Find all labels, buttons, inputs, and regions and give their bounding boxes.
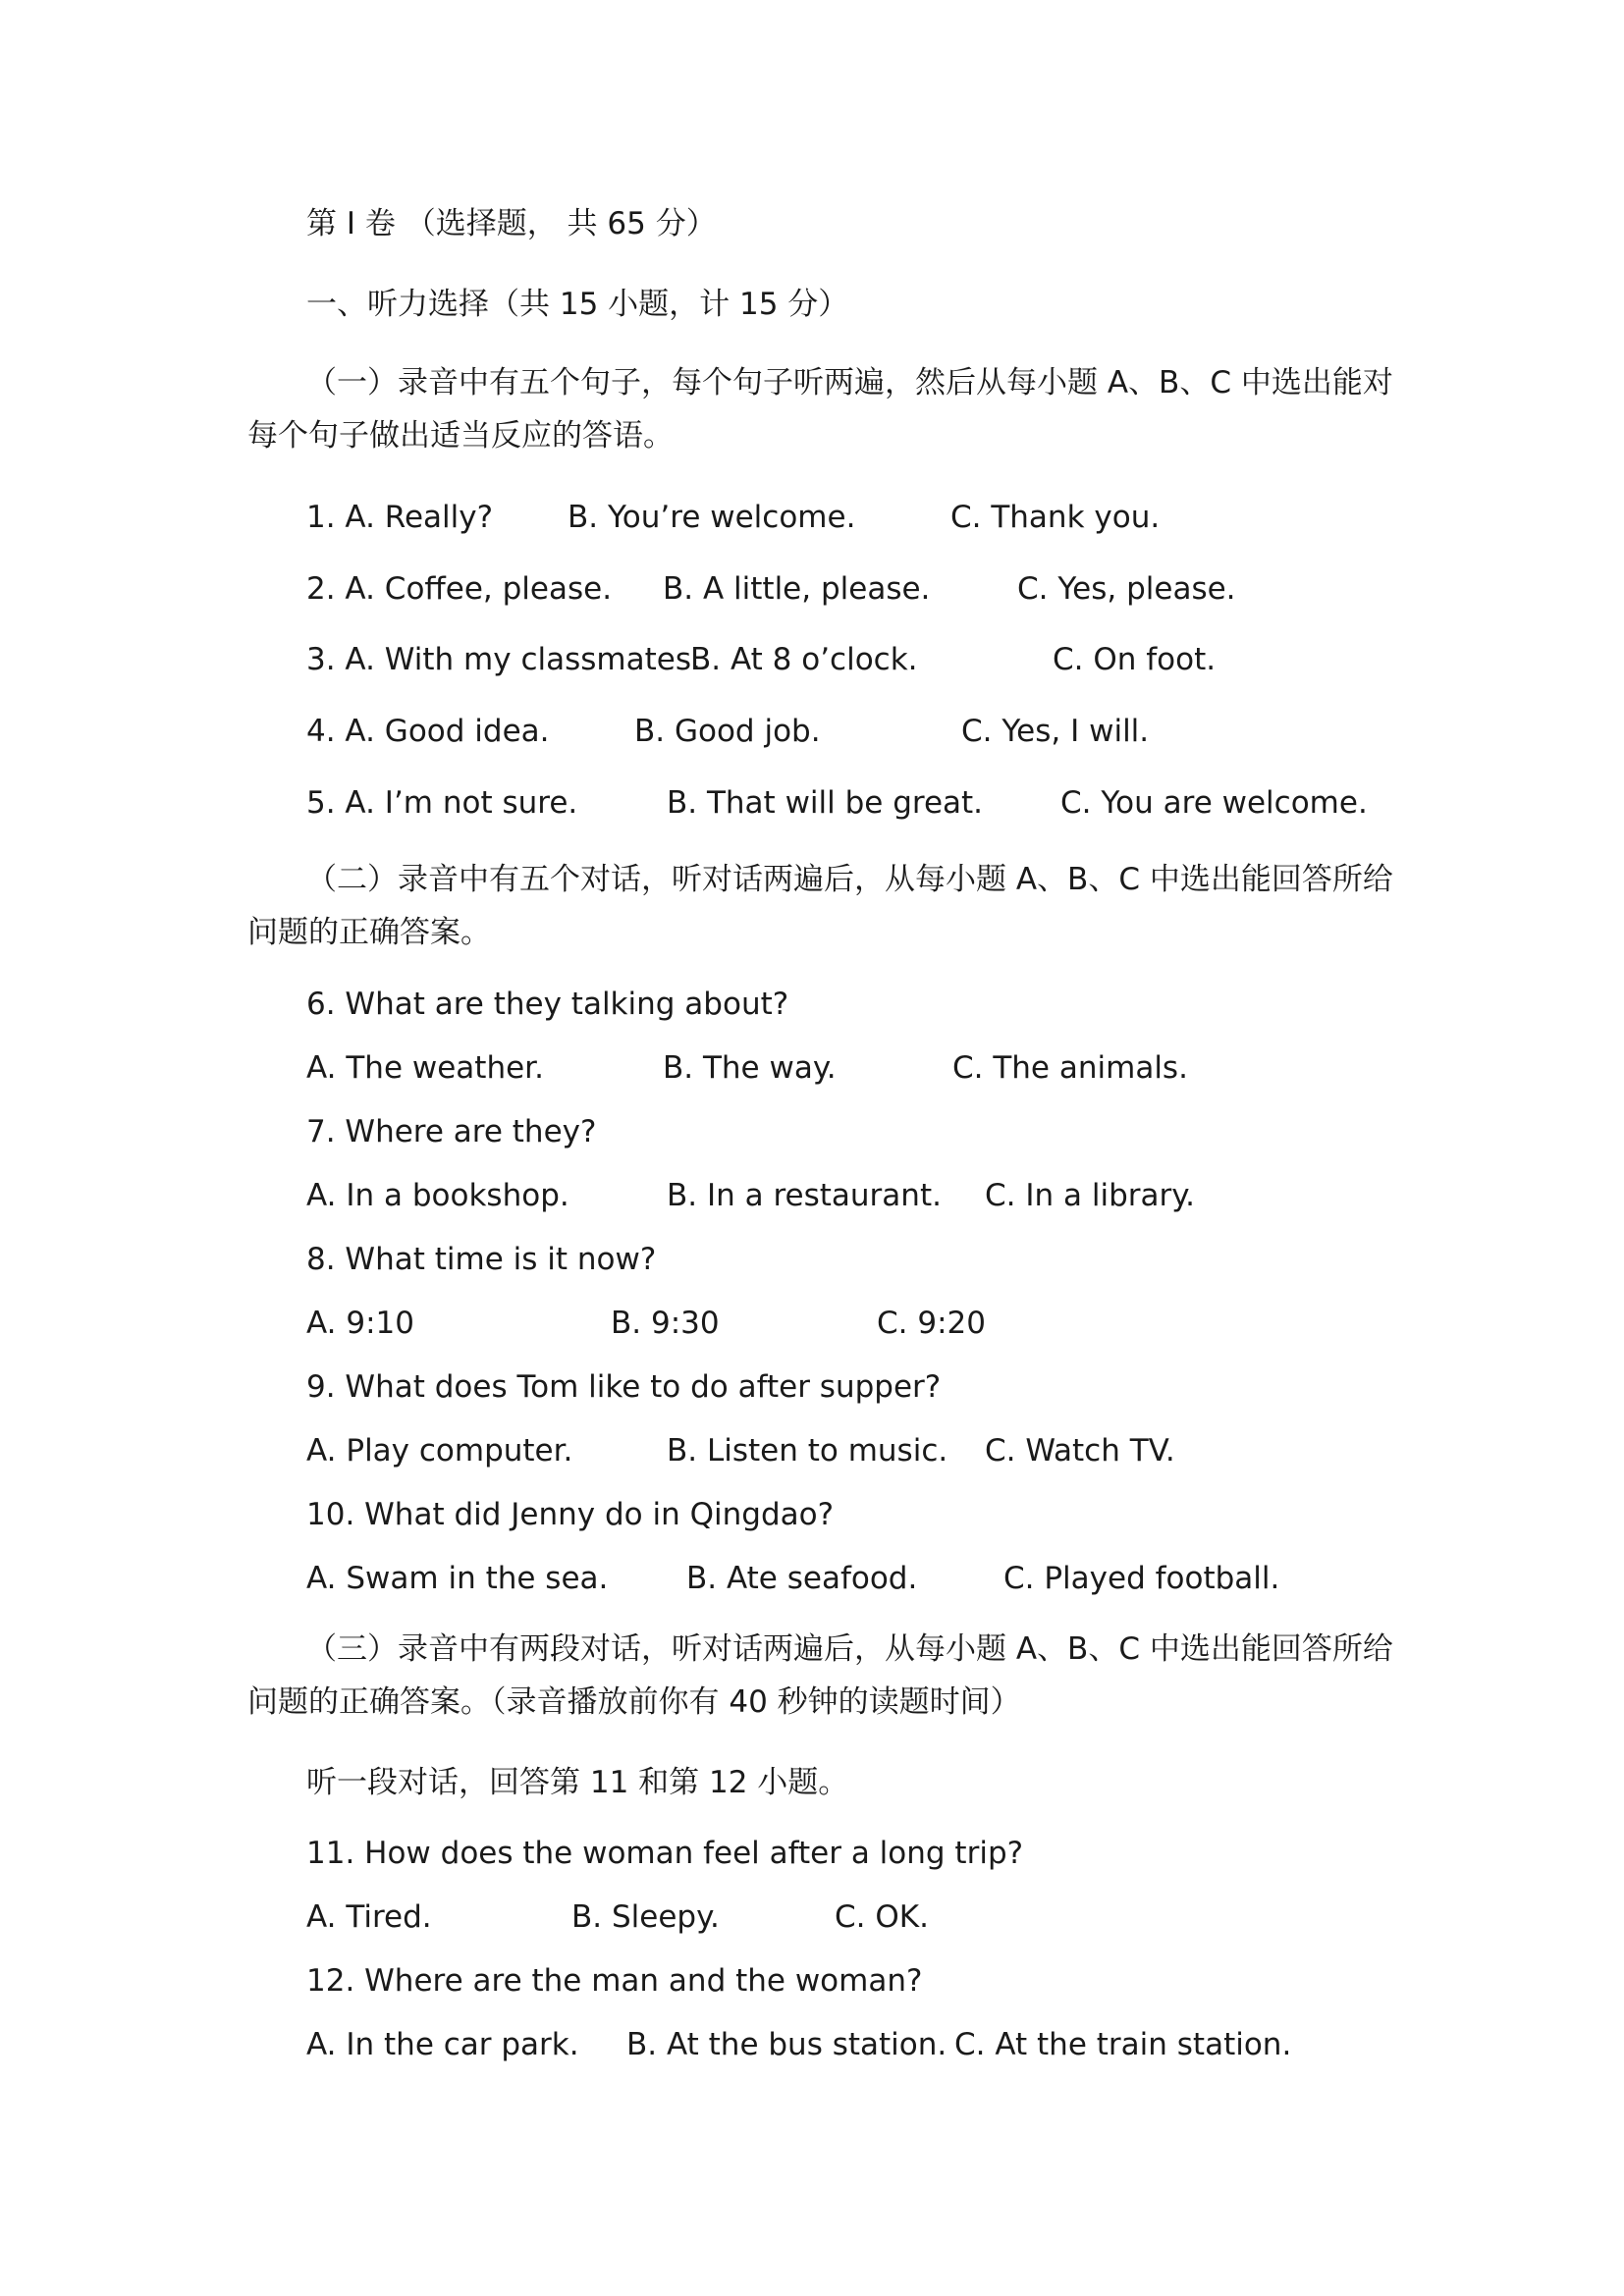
question-1-option-b: B. You’re welcome.: [568, 500, 856, 535]
question-9-option-c: C. Watch TV.: [985, 1433, 1175, 1468]
part-one-instruction-line2: 每个句子做出适当反应的答语。: [247, 418, 674, 454]
question-4-option-c: C. Yes, I will.: [961, 714, 1150, 749]
question-6-stem: 6. What are they talking about?: [306, 987, 789, 1022]
question-4-option-b: B. Good job.: [634, 714, 821, 749]
question-12-option-c: C. At the train station.: [954, 2027, 1292, 2062]
question-10-option-a: A. Swam in the sea.: [306, 1561, 609, 1596]
part-three-instruction-line2: 问题的正确答案。（录音播放前你有 40 秒钟的读题时间）: [247, 1684, 1021, 1720]
question-9-option-b: B. Listen to music.: [667, 1433, 948, 1468]
question-7-option-c: C. In a library.: [985, 1178, 1196, 1213]
question-5-option-c: C. You are welcome.: [1060, 785, 1368, 821]
question-4-option-a: 4. A. Good idea.: [306, 714, 550, 749]
question-10-stem: 10. What did Jenny do in Qingdao?: [306, 1497, 835, 1532]
question-8-option-c: C. 9:20: [877, 1306, 986, 1341]
question-6-option-c: C. The animals.: [952, 1050, 1188, 1086]
section-one-heading: 一、听力选择（共 15 小题，计 15 分）: [306, 287, 849, 322]
question-11-option-b: B. Sleepy.: [571, 1899, 720, 1935]
question-11-option-a: A. Tired.: [306, 1899, 432, 1935]
question-8-option-b: B. 9:30: [611, 1306, 720, 1341]
question-12-option-a: A. In the car park.: [306, 2027, 579, 2062]
question-7-option-a: A. In a bookshop.: [306, 1178, 569, 1213]
question-5-option-b: B. That will be great.: [667, 785, 984, 821]
question-11-option-c: C. OK.: [835, 1899, 929, 1935]
paper-title: 第 I 卷 （选择题， 共 65 分）: [306, 206, 717, 241]
question-3-option-b: B. At 8 o’clock.: [690, 642, 918, 677]
question-8-option-a: A. 9:10: [306, 1306, 414, 1341]
question-3-option-c: C. On foot.: [1053, 642, 1217, 677]
question-2-option-a: 2. A. Coffee, please.: [306, 571, 613, 607]
question-7-stem: 7. Where are they?: [306, 1114, 597, 1149]
question-1-option-a: 1. A. Really?: [306, 500, 494, 535]
part-three-instruction-line1: （三）录音中有两段对话，听对话两遍后，从每小题 A、B、C 中选出能回答所给: [306, 1631, 1393, 1667]
question-7-option-b: B. In a restaurant.: [667, 1178, 942, 1213]
question-11-stem: 11. How does the woman feel after a long trip?: [306, 1836, 1024, 1871]
question-2-option-c: C. Yes, please.: [1017, 571, 1236, 607]
question-6-option-b: B. The way.: [663, 1050, 837, 1086]
question-3-option-a: 3. A. With my classmates.: [306, 642, 701, 677]
part-one-instruction-line1: （一）录音中有五个句子，每个句子听两遍，然后从每小题 A、B、C 中选出能对: [306, 365, 1393, 400]
question-6-option-a: A. The weather.: [306, 1050, 544, 1086]
question-5-option-a: 5. A. I’m not sure.: [306, 785, 578, 821]
question-12-option-b: B. At the bus station.: [626, 2027, 947, 2062]
question-12-stem: 12. Where are the man and the woman?: [306, 1963, 923, 1999]
question-9-option-a: A. Play computer.: [306, 1433, 573, 1468]
question-8-stem: 8. What time is it now?: [306, 1242, 657, 1277]
part-two-instruction-line1: （二）录音中有五个对话，听对话两遍后，从每小题 A、B、C 中选出能回答所给: [306, 862, 1393, 897]
question-10-option-c: C. Played football.: [1003, 1561, 1280, 1596]
question-10-option-b: B. Ate seafood.: [686, 1561, 918, 1596]
question-2-option-b: B. A little, please.: [663, 571, 931, 607]
question-9-stem: 9. What does Tom like to do after supper?: [306, 1369, 942, 1405]
dialogue-intro: 听一段对话，回答第 11 和第 12 小题。: [306, 1765, 849, 1800]
part-two-instruction-line2: 问题的正确答案。: [247, 915, 491, 950]
question-1-option-c: C. Thank you.: [950, 500, 1161, 535]
